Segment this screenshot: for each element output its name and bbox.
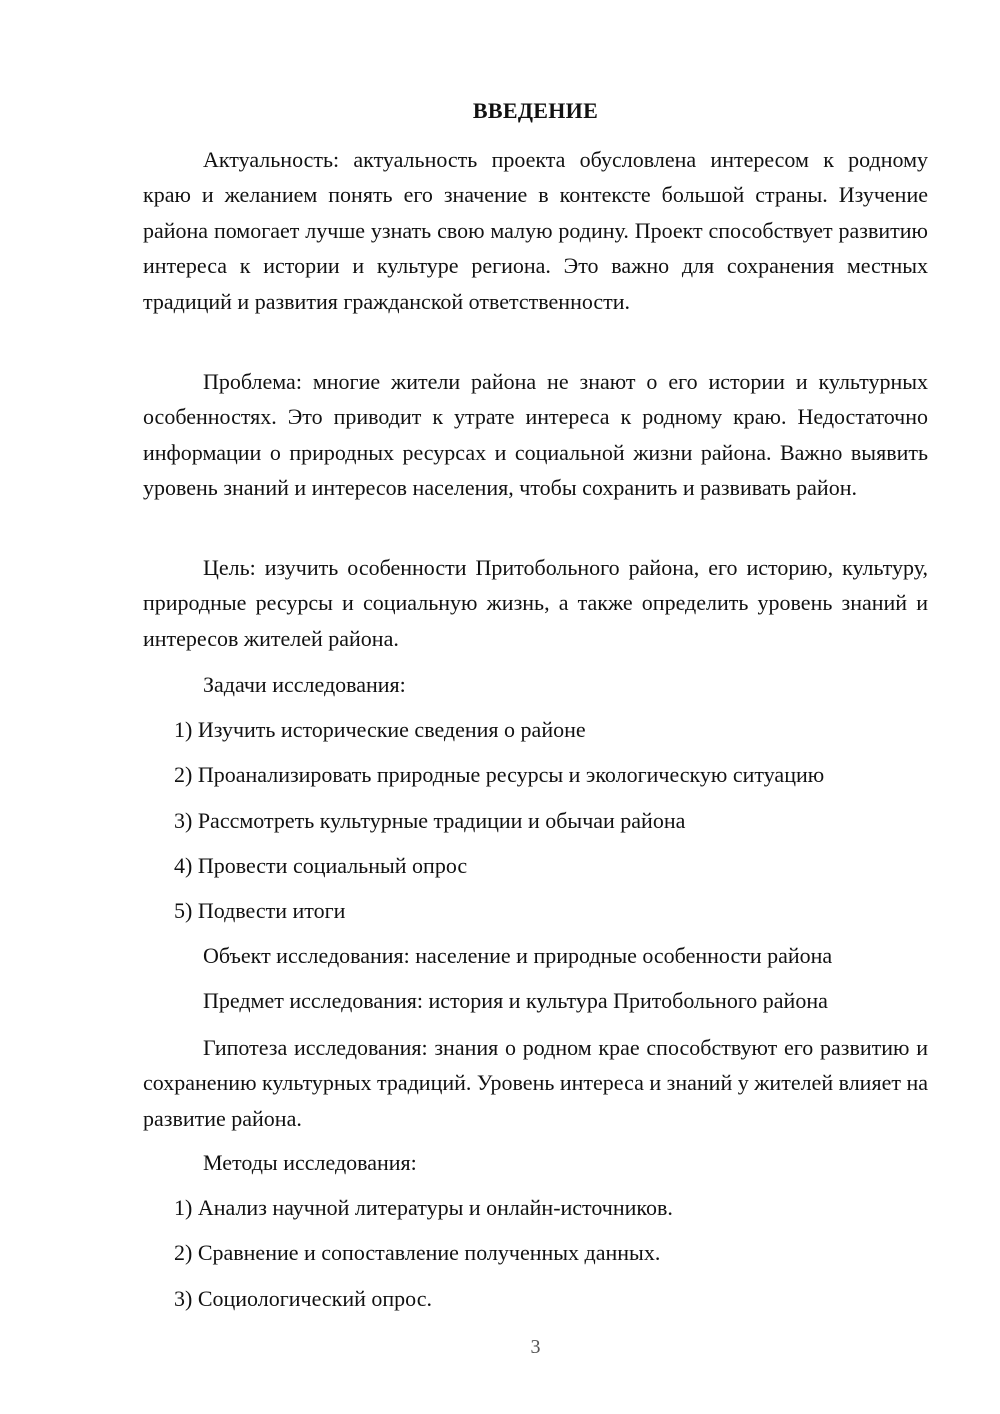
task-item: 3) Рассмотреть культурные традиции и обычаи района	[174, 808, 686, 833]
task-item: 5) Подвести итоги	[174, 898, 346, 923]
hypothesis-paragraph: Гипотеза исследования: знания о родном крае способствуют его развитию и сохранению культурных традиций. Уровень интереса и знаний у жителей влияет на развитие района.	[143, 1035, 928, 1131]
problem-paragraph: Проблема: многие жители района не знают о его истории и культурных особенностях. Это приводит к утрате интереса к родному краю. Недостаточно информации о природных ресурсах и социальной жизни района. Важно выявить уровень знаний и интересов населения, чтобы сохранить и развивать район.	[143, 369, 928, 501]
page-number: 3	[530, 1336, 541, 1358]
relevance-paragraph: Актуальность: актуальность проекта обусловлена интересом к родному краю и желанием понять его значение в контексте большой страны. Изучение района помогает лучше узнать свою малую родину. Проект способствует развитию интереса к истории и культуре региона. Это важно для сохранения местных традиций и развития гражданской ответственности.	[143, 147, 928, 314]
task-item: 1) Изучить исторические сведения о районе	[174, 717, 586, 742]
subject-line: Предмет исследования: история и культура Притобольного района	[203, 988, 828, 1013]
tasks-heading: Задачи исследования:	[203, 672, 406, 697]
object-line: Объект исследования: население и природные особенности района	[203, 943, 833, 968]
method-item: 1) Анализ научной литературы и онлайн-источников.	[174, 1195, 673, 1220]
task-item: 2) Проанализировать природные ресурсы и экологическую ситуацию	[174, 762, 825, 787]
method-item: 3) Социологический опрос.	[174, 1286, 432, 1311]
goal-paragraph: Цель: изучить особенности Притобольного района, его историю, культуру, природные ресурсы и социальную жизнь, а также определить уровень знаний и интересов жителей района.	[143, 555, 928, 651]
document-page	[143, 0, 928, 1414]
method-item: 2) Сравнение и сопоставление полученных данных.	[174, 1240, 661, 1265]
section-title: ВВЕДЕНИЕ	[472, 98, 599, 123]
methods-heading: Методы исследования:	[203, 1150, 417, 1175]
task-item: 4) Провести социальный опрос	[174, 853, 468, 878]
